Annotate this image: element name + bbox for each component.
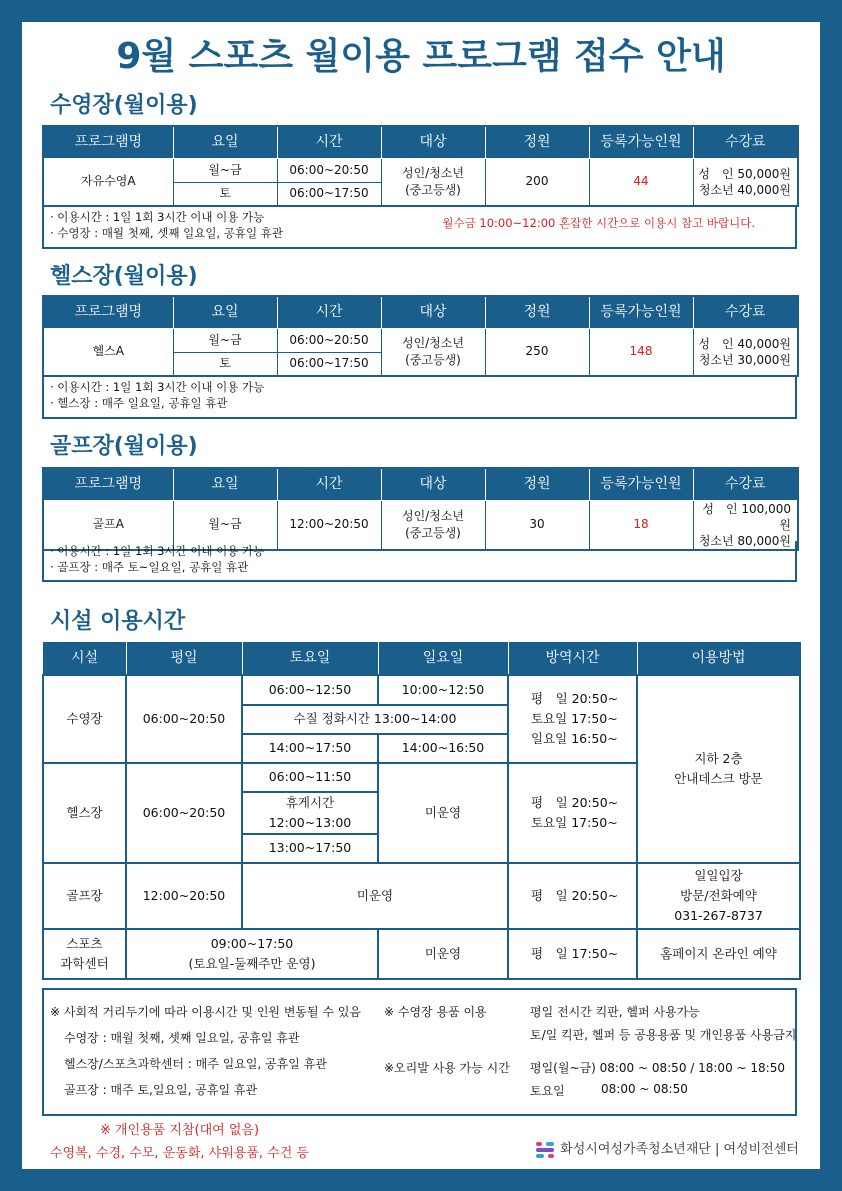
day: 월~금 [173,158,277,182]
sat-time: 13:00~17:50 [242,834,378,863]
footer-note: ※ 개인용품 지참(대여 없음) [100,1123,260,1138]
capacity: 250 [485,328,589,376]
col-day: 요일 [173,468,277,500]
col-program: 프로그램명 [43,296,173,328]
swim-notes [42,207,797,249]
time: 06:00~20:50 [277,158,381,182]
col-available: 등록가능인원 [589,296,693,328]
note: 토요일 [530,1084,565,1098]
col-day: 요일 [173,296,277,328]
sun-time: 미운영 [378,763,508,863]
note: · 이용시간 : 1일 1회 3시간 이내 이용 가능 [50,380,265,394]
time: 06:00~20:50 [277,328,381,352]
day: 월~금 [173,328,277,352]
page [22,22,820,1169]
target: 성인/청소년 (중고등생) [381,158,485,206]
col-day: 요일 [173,126,277,158]
time: 06:00~17:50 [277,352,381,376]
weekday-sat-time: 09:00~17:50 (토요일-둘째주만 운영) [126,929,378,979]
program-name: 헬스A [43,328,173,376]
swim-section-title: 수영장(월이용) [50,93,198,118]
sun-time: 미운영 [378,929,508,979]
note: 수영장 : 매월 첫째, 셋째 일요일, 공휴일 휴관 [64,1031,300,1045]
facility-table [42,642,801,980]
col-facility: 시설 [43,643,126,675]
col-time: 시간 [277,296,381,328]
time: 06:00~17:50 [277,182,381,206]
bottom-notes [42,988,797,1116]
available: 44 [589,158,693,206]
target: 성인/청소년 (중고등생) [381,328,485,376]
cleaning-time: 수질 정화시간 13:00~14:00 [242,705,508,734]
program-name: 자유수영A [43,158,173,206]
foundation-logo-icon [534,1139,556,1161]
golf-section-title: 골프장(월이용) [50,434,198,459]
available: 18 [589,500,693,550]
footer-note: 수영복, 수경, 수모, 운동화, 샤워용품, 수건 등 [50,1146,309,1161]
facility-name: 골프장 [43,863,126,929]
org-logo [534,1138,799,1161]
weekday-time: 06:00~20:50 [126,675,242,763]
col-method: 이용방법 [637,643,800,675]
col-time: 시간 [277,468,381,500]
col-capacity: 정원 [485,468,589,500]
facility-name: 수영장 [43,675,126,763]
time: 12:00~20:50 [277,500,381,550]
fee: 성 인 50,000원 청소년 40,000원 [693,158,798,206]
disinfect-time: 평 일 20:50~ 토요일 17:50~ [508,763,637,863]
note: 평일(월~금) 08:00 ~ 08:50 / 18:00 ~ 18:50 [530,1061,785,1075]
note: · 이용시간 : 1일 1회 3시간 이내 이용 가능 [50,544,265,558]
sat-time: 06:00~12:50 [242,675,378,705]
method: 일일입장 방문/전화예약 031-267-8737 [637,863,800,929]
facility-name: 헬스장 [43,763,126,863]
col-capacity: 정원 [485,296,589,328]
sun-time: 14:00~16:50 [378,734,508,763]
note-red: 월수금 10:00~12:00 혼잡한 시간으로 이용시 참고 바랍니다. [442,216,755,230]
gym-notes [42,377,797,419]
col-sunday: 일요일 [378,643,508,675]
weekday-time: 06:00~20:50 [126,763,242,863]
note: · 골프장 : 매주 토~일요일, 공휴일 휴관 [50,560,249,574]
col-fee: 수강료 [693,296,798,328]
col-fee: 수강료 [693,126,798,158]
golf-notes [42,541,797,582]
target: 성인/청소년 (중고등생) [381,500,485,550]
disinfect-time: 평 일 20:50~ [508,863,637,929]
org-name: 화성시여성가족청소년재단 | 여성비전센터 [560,1142,799,1157]
day: 토 [173,352,277,376]
col-time: 시간 [277,126,381,158]
fee: 성 인 100,000원 청소년 80,000원 [693,500,798,550]
note: 골프장 : 매주 토,일요일, 공휴일 휴관 [64,1083,258,1097]
facility-name: 스포츠 과학센터 [43,929,126,979]
col-program: 프로그램명 [43,468,173,500]
col-available: 등록가능인원 [589,468,693,500]
day: 월~금 [173,500,277,550]
sun-time: 10:00~12:50 [378,675,508,705]
col-capacity: 정원 [485,126,589,158]
note: ※오리발 사용 가능 시간 [384,1061,510,1075]
col-program: 프로그램명 [43,126,173,158]
break-time: 휴게시간 12:00~13:00 [242,792,378,834]
capacity: 200 [485,158,589,206]
available: 148 [589,328,693,376]
program-name: 골프A [43,500,173,550]
col-weekday: 평일 [126,643,242,675]
gym-section-title: 헬스장(월이용) [50,264,198,289]
note: 토/일 킥판, 헬퍼 등 공용용품 및 개인용품 사용금지 [530,1028,797,1042]
disinfect-time: 평 일 20:50~ 토요일 17:50~ 일요일 16:50~ [508,675,637,763]
method: 홈페이지 온라인 예약 [637,929,800,979]
swim-table [42,125,799,207]
note: · 수영장 : 매월 첫째, 셋째 일요일, 공휴일 휴관 [50,226,283,240]
note: 08:00 ~ 08:50 [601,1082,688,1096]
weekend-time: 미운영 [242,863,508,929]
facility-section-title: 시설 이용시간 [50,609,186,634]
note: · 헬스장 : 매주 일요일, 공휴일 휴관 [50,396,228,410]
col-disinfect: 방역시간 [508,643,637,675]
col-available: 등록가능인원 [589,126,693,158]
golf-table [42,467,799,551]
sat-time: 06:00~11:50 [242,763,378,792]
note: ※ 사회적 거리두기에 따라 이용시간 및 인원 변동될 수 있음 [50,1005,362,1019]
note: · 이용시간 : 1일 1회 3시간 이내 이용 가능 [50,210,265,224]
col-target: 대상 [381,296,485,328]
page-title: 9월 스포츠 월이용 프로그램 접수 안내 [116,36,726,77]
capacity: 30 [485,500,589,550]
col-saturday: 토요일 [242,643,378,675]
col-target: 대상 [381,468,485,500]
disinfect-time: 평 일 17:50~ [508,929,637,979]
note: 헬스장/스포츠과학센터 : 매주 일요일, 공휴일 휴관 [64,1057,327,1071]
note: 평일 전시간 킥판, 헬퍼 사용가능 [530,1005,700,1019]
weekday-time: 12:00~20:50 [126,863,242,929]
sat-time: 14:00~17:50 [242,734,378,763]
day: 토 [173,182,277,206]
col-fee: 수강료 [693,468,798,500]
method: 지하 2층 안내데스크 방문 [637,675,800,863]
note: ※ 수영장 용품 이용 [384,1005,487,1019]
col-target: 대상 [381,126,485,158]
gym-table [42,295,799,377]
fee: 성 인 40,000원 청소년 30,000원 [693,328,798,376]
